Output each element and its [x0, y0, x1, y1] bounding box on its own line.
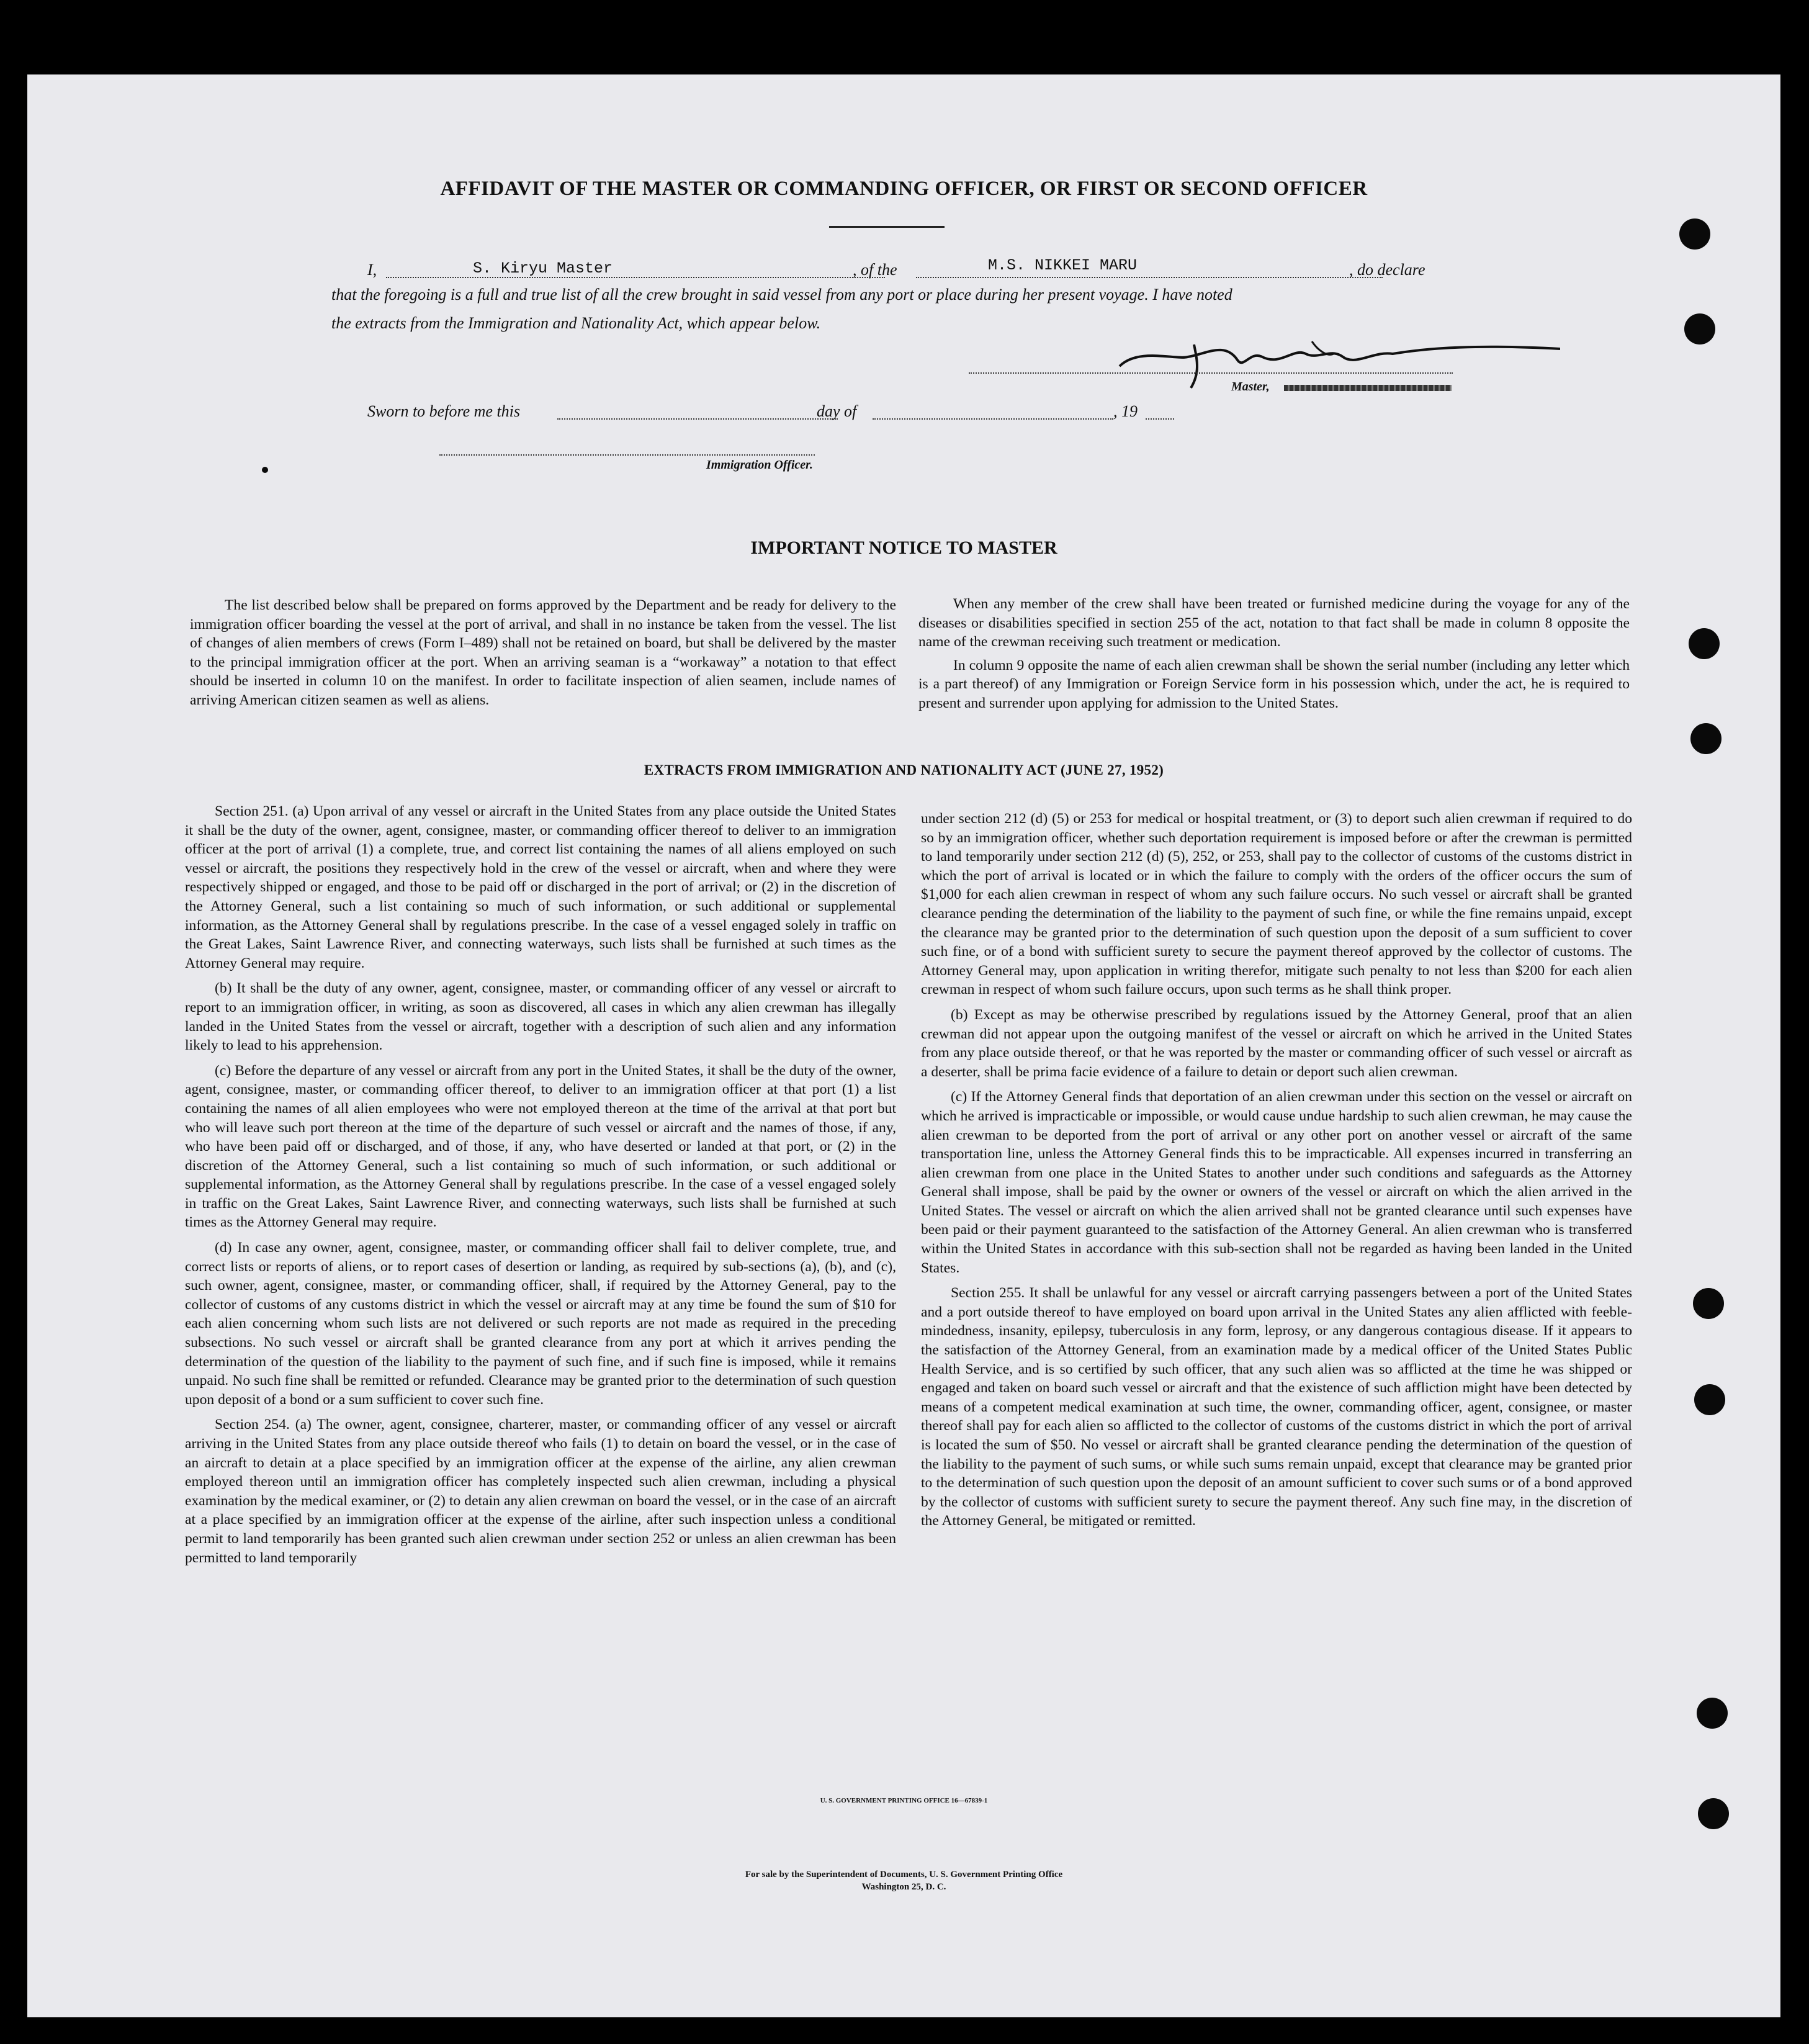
statement-line-1: that the foregoing is a full and true list of all the crew brought in said vessel from any port or place during her present voyage. I have noted — [331, 286, 1232, 304]
sworn-date-line[interactable] — [557, 418, 838, 420]
year-line[interactable] — [1146, 418, 1174, 420]
punch-hole — [1689, 628, 1720, 659]
notice-heading: IMPORTANT NOTICE TO MASTER — [750, 538, 1057, 558]
master-name-field[interactable]: S. Kiryu Master — [473, 259, 613, 277]
struck-out-titles — [1284, 385, 1452, 391]
act-section-paragraph: Section 254. (a) The owner, agent, consignee, charterer, master, or commanding officer of any vessel or aircraft arriving in the United States from any place outside thereof who fails (1) to detain on board the vessel, or in the case of an aircraft to detain at a place specified by an immigration officer at the expense of the airline, any alien crewman employed thereon until an immigration officer has completely inspected such alien crewman, including a physical examination by the medical examiner, or (2) to detain any alien crewman on board the vessel, or in the case of an aircraft at a place specified by an immigration officer at the expense of the airline, after such inspection unless a conditional permit to land temporarily has been granted such alien crewman under section 252 or unless an alien crewman has been permitted to land temporarily — [185, 1416, 896, 1566]
punch-hole — [1694, 1384, 1725, 1415]
month-line[interactable] — [873, 418, 1113, 420]
year-label: , 19 — [1113, 402, 1138, 420]
signature-label: Master, — [1231, 380, 1270, 394]
punch-hole — [1693, 1288, 1724, 1319]
signature-line — [969, 372, 1453, 374]
of-the-label: , of the — [853, 261, 897, 279]
act-section-paragraph: (b) Except as may be otherwise prescribed by regulations issued by the Attorney General, proof that an alien crewman did not appear upon the outgoing manifest of the vessel or aircraft on which he arrived in the United States from any place outside thereof, or that he was reported by the master or commanding officer of such vessel or aircraft as a deserter, shall be prima facie evidence of a failure to detain or deport such alien crewman. — [921, 1006, 1632, 1080]
notice-paragraph: In column 9 opposite the name of each alien crewman shall be shown the serial number (including any letter which is a part thereof) of any Immigration or Foreign Service form in his possession which, under the act, he is required to present and surrender upon applying for admission to the United States. — [918, 657, 1630, 711]
act-section-paragraph: (d) In case any owner, agent, consignee, master, or commanding officer shall fail to deliver complete, true, and correct lists or reports of aliens, or to report cases of desertion or landing, as required by sub-sections (a), (b), and (c), such owner, agent, consignee, master, or commanding officer, shall, if required by the Attorney General, pay to the collector of customs of any customs district in which the vessel or aircraft may at any time be found the sum of $10 for each alien concerning whom such lists are not delivered or such reports are not made as required in the preceding subsections. No such vessel or aircraft shall be granted clearance from any port at which it arrives pending the determination of the question of the liability to the payment of such fine, and if such fine is imposed, while it remains unpaid. No such fine shall be remitted or refunded. Clearance may be granted prior to the determination of such question upon deposit of a bond or a sum sufficient to cover such fine. — [185, 1240, 896, 1408]
printing-office-imprint: U. S. GOVERNMENT PRINTING OFFICE 16—67839-1 — [820, 1797, 988, 1804]
act-section-paragraph: (b) It shall be the duty of any owner, agent, consignee, master, or commanding officer of any vessel or aircraft to report to an immigration officer, in writing, as soon as discovered, all cases in which any alien crewman has illegally landed in the United States from the vessel or aircraft, together with a description of such alien and any information likely to lead to his apprehension. — [185, 980, 896, 1054]
document-page — [27, 74, 1780, 2017]
act-section-paragraph: Section 255. It shall be unlawful for any vessel or aircraft carrying passengers between a port of the United States and a port outside thereof to have employed on board upon arrival in the United States any alien afflicted with feeble-mindedness, insanity, epilepsy, tuberculosis in any form, leprosy, or any dangerous contagious disease. If it appears to the satisfaction of the Attorney General, from an examination made by a medical officer of the United States Public Health Service, and is so certified by such officer, that any such alien was so afflicted at the time he was shipped or engaged and taken on board such vessel or aircraft and that the existence of such affliction might have been detected by means of a competent medical examination at such time, the owner, commanding officer, agent, consignee, or master thereof shall pay for each alien so afflicted to the collector of customs of the customs district in which the port of arrival is located the sum of $50. No vessel or aircraft shall be granted clearance pending the determination of the question of the liability to the payment of such sums, or while such sums remain unpaid, except that clearance may be granted prior to the determination of such question upon the deposit of an amount sufficient to cover such sums or of a bond approved by the collector of customs with sufficient surety to secure the payment thereof. Any such fine may, in the discretion of the Attorney General, be mitigated or remitted. — [921, 1285, 1632, 1529]
notice-left-column — [190, 596, 896, 710]
vessel-name-field[interactable]: M.S. NIKKEI MARU — [988, 256, 1138, 274]
punch-hole — [1698, 1798, 1729, 1829]
officer-signature-line[interactable] — [439, 454, 815, 456]
act-section-paragraph: Section 251. (a) Upon arrival of any vessel or aircraft in the United States from any place outside the United States it shall be the duty of the owner, agent, consignee, master, or commanding officer thereof to deliver to an immigration officer at the port of arrival (1) a complete, true, and correct list containing the names of all aliens employed on such vessel or aircraft, the positions they respectively hold in the crew of the vessel or aircraft, when and where they were respectively shipped or engaged, and those to be paid off or discharged in the port of arrival; or (2) in the discretion of the Attorney General, such a list containing so much of such information, or such additional or supplemental information, as the Attorney General shall by regulations prescribe. In the case of a vessel engaged solely in traffic on the Great Lakes, Saint Lawrence River, and connecting waterways, such lists shall be furnished at such times as the Attorney General may require. — [185, 803, 896, 971]
i-label: I, — [367, 261, 377, 279]
name-line — [386, 277, 885, 278]
act-section-paragraph: under section 212 (d) (5) or 253 for medical or hospital treatment, or (3) to deport such alien crewman if required to do so by an immigration officer, whether such deportation requirement is imposed before or after the crewman is permitted to land temporarily under section 212 (d) (5), 252, or 253, shall pay to the collector of customs of the customs district in which the port of arrival is located or in which the failure to comply with the orders of the officer occurs the sum of $1,000 for each alien crewman in respect of whom any such failure occurs. No such vessel or aircraft shall be granted clearance pending the determination of the liability to the payment of such fine, or while the fine remains unpaid, except the clearance may be granted prior to the determination of such question upon the deposit of a sum sufficient to cover such fine, or of a bond with sufficient surety to secure the payment thereof approved by the collector of customs. The Attorney General may, upon application in writing therefor, mitigate such penalty to not less than $200 for each alien crewman in respect of whom such failure occurs, upon such terms as he shall think proper. — [921, 811, 1632, 998]
extracts-heading: EXTRACTS FROM IMMIGRATION AND NATIONALITY ACT (JUNE 27, 1952) — [644, 762, 1164, 778]
act-section-paragraph: (c) If the Attorney General finds that deportation of an alien crewman under this section on the vessel or aircraft on which he arrived is impracticable or impossible, or would cause undue hardship to such alien crewman, he may cause the alien crewman to be deported from the port of arrival or any other port on another vessel or aircraft of the same transportation line, unless the Attorney General finds this to be impracticable. All expenses incurred in transferring an alien crewman from one place in the United States to another under such conditions and safeguards as the Attorney General shall impose, shall be paid by the owner or owners of the vessel or aircraft on which the alien arrived in the United States. The vessel or aircraft on which the alien arrived shall not be granted clearance until such expenses have been paid or their payment guaranteed to the satisfaction of the Attorney General. An alien crewman who is transferred within the United States in accordance with this sub-section shall not be regarded as having been landed in the United States. — [921, 1089, 1632, 1276]
notice-paragraph: The list described below shall be prepared on forms approved by the Department and be ready for delivery to the immigration officer boarding the vessel at the port of arrival, and shall in no instance be taken from the vessel. The list of changes of alien members of crews (Form I–489) shall not be retained on board, but shall be delivered by the master to the principal immigration officer at the port. When an arriving seaman is a “workaway” a notation to that effect should be inserted in column 10 on the manifest. In order to facilitate inspection of alien seamen, include names of arriving American citizen seamen as well as aliens. — [190, 597, 896, 708]
notice-right-column — [918, 595, 1630, 713]
punch-hole — [1679, 218, 1710, 250]
day-of-label: day of — [817, 402, 857, 420]
vessel-line — [916, 277, 1383, 278]
punch-hole — [1697, 1698, 1728, 1729]
act-section-paragraph: (c) Before the departure of any vessel or aircraft from any port in the United States, it shall be the duty of the owner, agent, consignee, master, or commanding officer thereof, to deliver to an immigration officer at that port (1) a list containing the names of all alien employees who were not employed thereon at the time of the arrival at that port but who will leave such port thereon at the time of the departure of such vessel or aircraft and the names of those, if any, who have been paid off or discharged, and of those, if any, who have deserted or landed at that port, or (2) in the discretion of the Attorney General, such a list containing so much of such information, or such additional or supplemental information, as the Attorney General shall by regulations prescribe. In the case of a vessel engaged solely in traffic on the Great Lakes, Saint Lawrence River, and connecting waterways, such lists shall be furnished at such times as the Attorney General may require. — [185, 1062, 896, 1231]
notice-paragraph: When any member of the crew shall have been treated or furnished medicine during the voyage for any of the diseases or disabilities specified in section 255 of the act, notation to that fact shall be made in column 8 opposite the name of the crewman receiving such treatment or medication. — [918, 596, 1630, 651]
sworn-label: Sworn to before me this — [367, 402, 521, 420]
ink-speck — [262, 467, 268, 473]
extracts-left-column — [185, 802, 896, 1567]
punch-hole — [1684, 313, 1715, 344]
punch-hole — [1690, 723, 1721, 754]
sale-notice-line-2: Washington 25, D. C. — [861, 1882, 946, 1892]
affidavit-title: AFFIDAVIT OF THE MASTER OR COMMANDING OFFICER, OR FIRST OR SECOND OFFICER — [440, 178, 1368, 200]
officer-label: Immigration Officer. — [706, 458, 813, 472]
statement-line-2: the extracts from the Immigration and Nationality Act, which appear below. — [331, 314, 821, 332]
do-declare-label: , do declare — [1349, 261, 1425, 279]
sale-notice-line-1: For sale by the Superintendent of Documents, U. S. Government Printing Office — [745, 1870, 1063, 1880]
extracts-right-column — [921, 809, 1632, 1531]
title-divider — [829, 226, 945, 228]
